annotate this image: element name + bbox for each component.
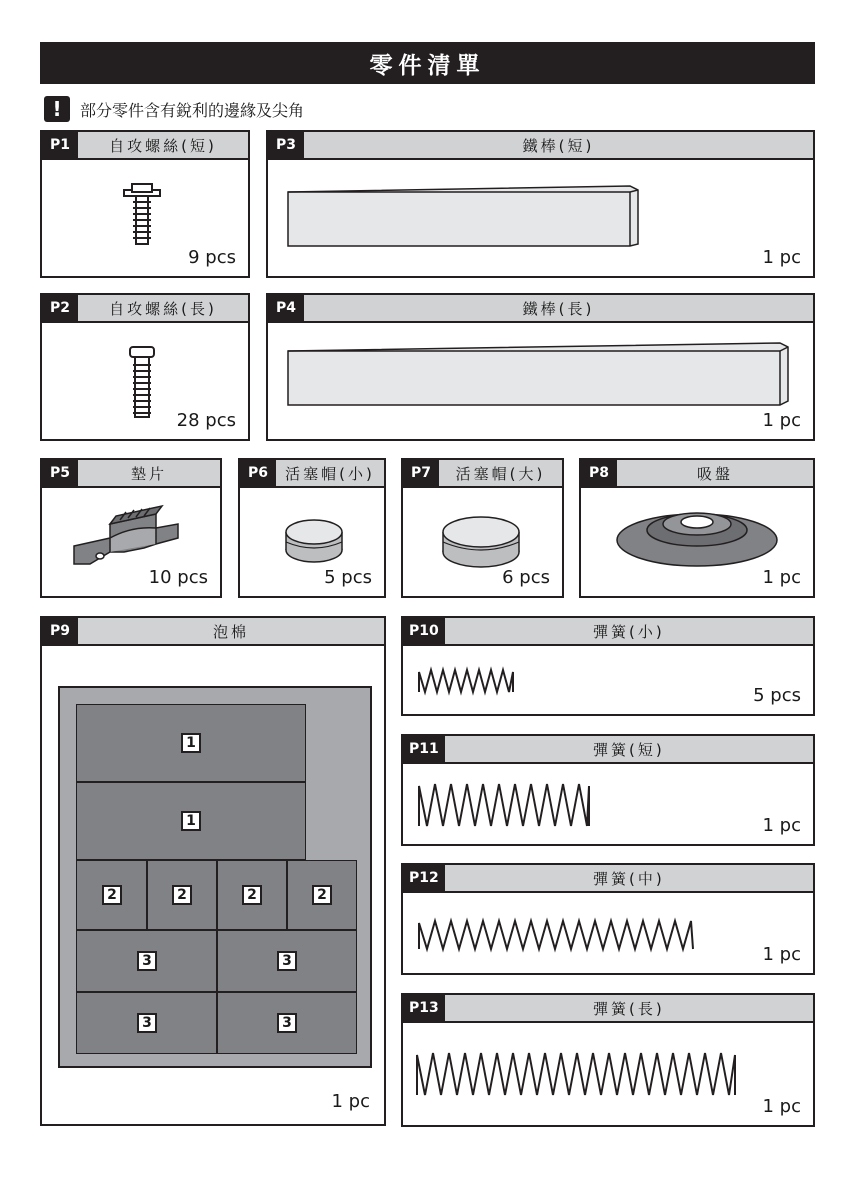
part-id: P5 — [42, 460, 78, 486]
rod-long-icon — [286, 339, 796, 409]
spring-short-icon — [415, 780, 595, 830]
foam-sheet — [58, 686, 372, 1068]
part-name: 活塞帽(小) — [285, 464, 375, 483]
part-name: 鐵棒(長) — [522, 299, 595, 318]
foam-label: 2 — [312, 885, 332, 905]
part-p8 — [579, 458, 815, 598]
part-id: P11 — [403, 736, 445, 762]
part-qty: 1 pc — [762, 1096, 801, 1117]
part-p10 — [401, 616, 815, 716]
warning-text: 部分零件含有銳利的邊緣及尖角 — [80, 100, 305, 120]
warning-note — [44, 95, 304, 123]
foam-label: 3 — [137, 1013, 157, 1033]
part-name: 吸盤 — [696, 464, 733, 483]
part-name: 自攻螺絲(短) — [109, 136, 217, 155]
part-qty: 1 pc — [762, 944, 801, 965]
part-qty: 1 pc — [762, 567, 801, 588]
part-name: 彈簧(短) — [593, 740, 665, 759]
piston-cap-small-icon — [282, 516, 346, 566]
part-name: 活塞帽(大) — [455, 464, 546, 483]
page-title: 零件清單 — [40, 42, 815, 84]
part-p9 — [40, 616, 386, 1126]
screw-long-icon — [126, 345, 158, 421]
part-id: P4 — [268, 295, 304, 321]
part-p3 — [266, 130, 815, 278]
part-p5 — [40, 458, 222, 598]
part-id: P2 — [42, 295, 78, 321]
screw-short-icon — [120, 182, 164, 248]
part-name: 彈簧(中) — [593, 869, 665, 888]
piston-cap-large-icon — [439, 512, 523, 572]
spring-small-icon — [415, 666, 519, 696]
part-id: P7 — [403, 460, 439, 486]
foam-label: 2 — [242, 885, 262, 905]
part-name: 墊片 — [130, 464, 167, 483]
part-qty: 6 pcs — [502, 567, 550, 588]
part-p2 — [40, 293, 250, 441]
foam-label: 3 — [137, 951, 157, 971]
part-qty: 28 pcs — [176, 410, 236, 431]
part-id: P3 — [268, 132, 304, 158]
part-name: 自攻螺絲(長) — [109, 299, 217, 318]
part-qty: 1 pc — [762, 815, 801, 836]
part-id: P9 — [42, 618, 78, 644]
part-qty: 1 pc — [762, 247, 801, 268]
spring-long-icon — [413, 1049, 743, 1099]
part-id: P12 — [403, 865, 445, 891]
part-qty: 5 pcs — [753, 685, 801, 706]
part-id: P10 — [403, 618, 445, 644]
part-id: P13 — [403, 995, 445, 1021]
part-p4 — [266, 293, 815, 441]
part-qty: 1 pc — [762, 410, 801, 431]
part-qty: 1 pc — [331, 1091, 370, 1112]
part-p1 — [40, 130, 250, 278]
foam-label: 3 — [277, 1013, 297, 1033]
foam-label: 1 — [181, 733, 201, 753]
part-p12 — [401, 863, 815, 975]
part-name: 泡棉 — [212, 622, 249, 641]
part-qty: 5 pcs — [324, 567, 372, 588]
foam-label: 2 — [102, 885, 122, 905]
gasket-icon — [70, 504, 182, 574]
foam-label: 2 — [172, 885, 192, 905]
part-p11 — [401, 734, 815, 846]
part-name: 彈簧(長) — [593, 999, 665, 1018]
part-p6 — [238, 458, 386, 598]
part-id: P6 — [240, 460, 276, 486]
part-id: P8 — [581, 460, 617, 486]
foam-label: 1 — [181, 811, 201, 831]
part-qty: 10 pcs — [148, 567, 208, 588]
part-p13 — [401, 993, 815, 1127]
part-name: 鐵棒(短) — [522, 136, 595, 155]
spring-medium-icon — [415, 917, 699, 953]
foam-label: 3 — [277, 951, 297, 971]
suction-cup-icon — [615, 500, 779, 570]
part-id: P1 — [42, 132, 78, 158]
part-qty: 9 pcs — [188, 247, 236, 268]
rod-short-icon — [286, 182, 646, 252]
part-name: 彈簧(小) — [593, 622, 665, 641]
part-p7 — [401, 458, 564, 598]
exclamation-icon: ! — [44, 96, 70, 122]
